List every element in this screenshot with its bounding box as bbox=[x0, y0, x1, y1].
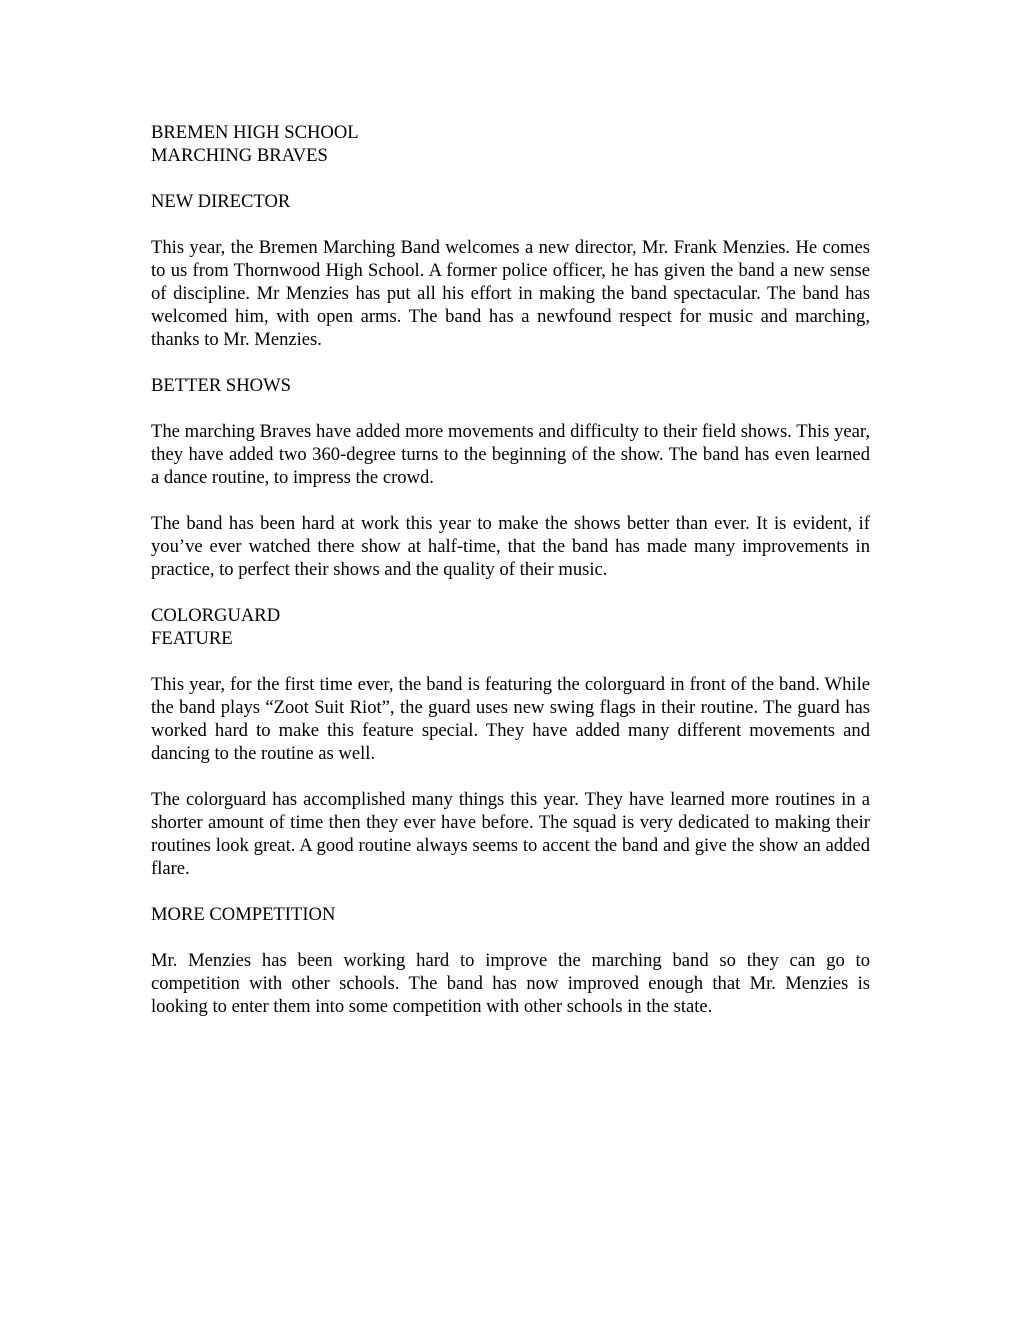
paragraph-better-shows-2: The band has been hard at work this year to make the shows better than ever. It is evident, if you’ve ever watched there show at half-time, that the band has made many improvements in practice, to perfect their shows and the quality of their music. bbox=[151, 513, 870, 580]
school-name: BREMEN HIGH SCHOOL bbox=[151, 122, 359, 143]
section-heading-new-director: NEW DIRECTOR bbox=[151, 191, 291, 212]
document-page bbox=[151, 121, 870, 1018]
section-heading-better-shows: BETTER SHOWS bbox=[151, 375, 291, 396]
paragraph-better-shows-1: The marching Braves have added more movements and difficulty to their field shows. This year, they have added two 360-degree turns to the beginning of the show. The band has even learned a dance routine, to impress the crowd. bbox=[151, 421, 870, 488]
section-heading-more-competition: MORE COMPETITION bbox=[151, 904, 336, 925]
paragraph-colorguard-1: This year, for the first time ever, the band is featuring the colorguard in front of the band. While the band plays “Zoot Suit Riot”, the guard uses new swing flags in their routine. The guard has worked hard to make this feature special. They have added many different movements and dancing to the routine as well. bbox=[151, 674, 870, 764]
paragraph-more-competition: Mr. Menzies has been working hard to improve the marching band so they can go to competition with other schools. The band has now improved enough that Mr. Menzies is looking to enter them into some competition with other schools in the state. bbox=[151, 950, 870, 1017]
section-heading-colorguard: COLORGUARD bbox=[151, 605, 281, 626]
section-heading-feature: FEATURE bbox=[151, 628, 233, 649]
paragraph-colorguard-2: The colorguard has accomplished many things this year. They have learned more routines in a shorter amount of time then they ever have before. The squad is very dedicated to making their routines look great. A good routine always seems to accent the band and give the show an added flare. bbox=[151, 789, 870, 879]
paragraph-new-director: This year, the Bremen Marching Band welcomes a new director, Mr. Frank Menzies. He comes to us from Thornwood High School. A former police officer, he has given the band a new sense of discipline. Mr Menzies has put all his effort in making the band spectacular. The band has welcomed him, with open arms. The band has a newfound respect for music and marching, thanks to Mr. Menzies. bbox=[151, 237, 870, 350]
band-name: MARCHING BRAVES bbox=[151, 145, 328, 166]
